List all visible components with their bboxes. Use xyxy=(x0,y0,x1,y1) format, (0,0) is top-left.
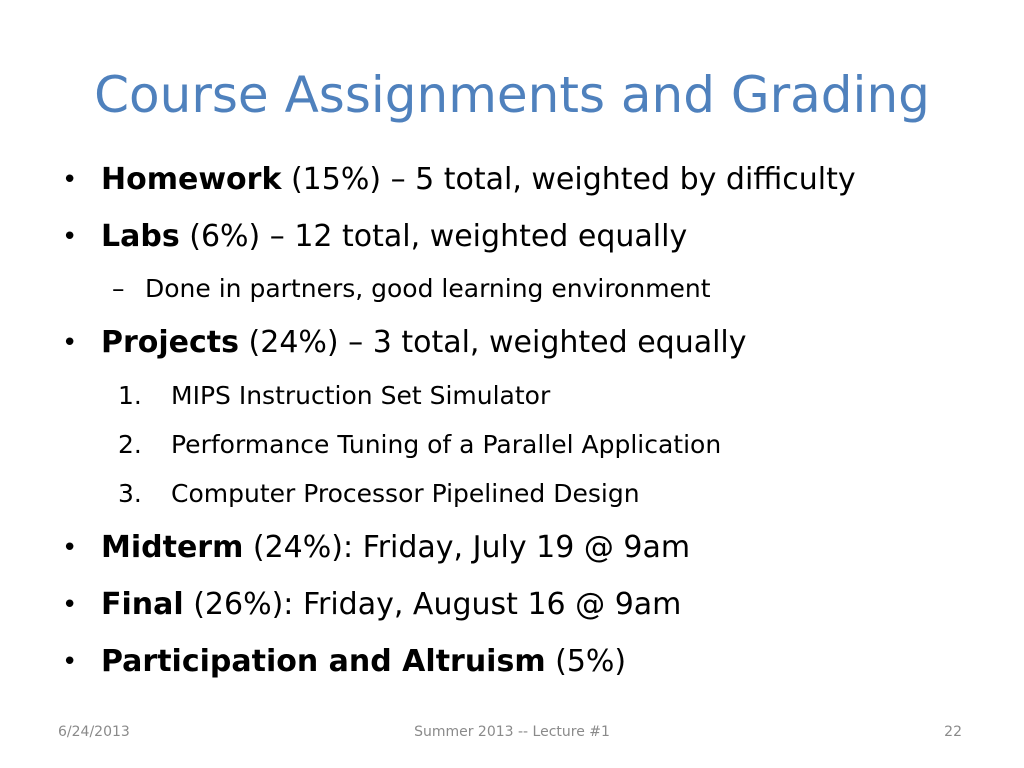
bullet-labs xyxy=(60,217,980,257)
bullet-label-bold: Final xyxy=(101,587,184,622)
bullet-dot-icon: • xyxy=(62,222,78,252)
slide-title: Course Assignments and Grading xyxy=(94,66,930,124)
bullet-text: (5%) xyxy=(545,644,627,679)
bullet-text: (15%) – 5 total, weighted by difficulty xyxy=(281,162,856,197)
bullet-homework xyxy=(60,160,980,200)
numbered-item-2 xyxy=(60,429,980,461)
bullet-dot-icon: • xyxy=(62,533,78,563)
footer-page-number: 22 xyxy=(944,724,962,740)
bullet-label-bold: Midterm xyxy=(101,530,244,565)
bullet-text: (24%): Friday, July 19 @ 9am xyxy=(243,530,691,565)
bullet-text: (6%) – 12 total, weighted equally xyxy=(179,219,688,254)
numbered-item-3 xyxy=(60,478,980,510)
bullet-text: (26%): Friday, August 16 @ 9am xyxy=(183,587,682,622)
bullet-label-bold: Labs xyxy=(101,219,180,254)
bullet-label-bold: Homework xyxy=(101,162,282,197)
bullet-dot-icon: • xyxy=(62,328,78,358)
footer-lecture: Summer 2013 -- Lecture #1 xyxy=(414,724,610,740)
bullet-label-bold: Participation and Altruism xyxy=(101,644,546,679)
numbered-item-text: MIPS Instruction Set Simulator xyxy=(171,381,551,410)
numbered-item-1 xyxy=(60,380,980,412)
bullet-projects xyxy=(60,323,980,363)
list-number: 2. xyxy=(118,430,142,459)
bullet-final xyxy=(60,585,980,625)
list-number: 1. xyxy=(118,381,142,410)
bullet-participation xyxy=(60,642,980,682)
bullet-dot-icon: • xyxy=(62,647,78,677)
sub-bullet-text: Done in partners, good learning environment xyxy=(145,274,711,303)
bullet-text: (24%) – 3 total, weighted equally xyxy=(239,325,747,360)
slide-content xyxy=(60,154,980,682)
footer-date: 6/24/2013 xyxy=(58,724,130,740)
bullet-label-bold: Projects xyxy=(101,325,240,360)
bullet-midterm xyxy=(60,528,980,568)
bullet-dot-icon: • xyxy=(62,590,78,620)
dash-icon: – xyxy=(112,274,125,303)
numbered-item-text: Performance Tuning of a Parallel Application xyxy=(171,430,722,459)
list-number: 3. xyxy=(118,479,142,508)
sub-bullet-partners xyxy=(60,273,980,305)
numbered-item-text: Computer Processor Pipelined Design xyxy=(171,479,640,508)
bullet-dot-icon: • xyxy=(62,165,78,195)
